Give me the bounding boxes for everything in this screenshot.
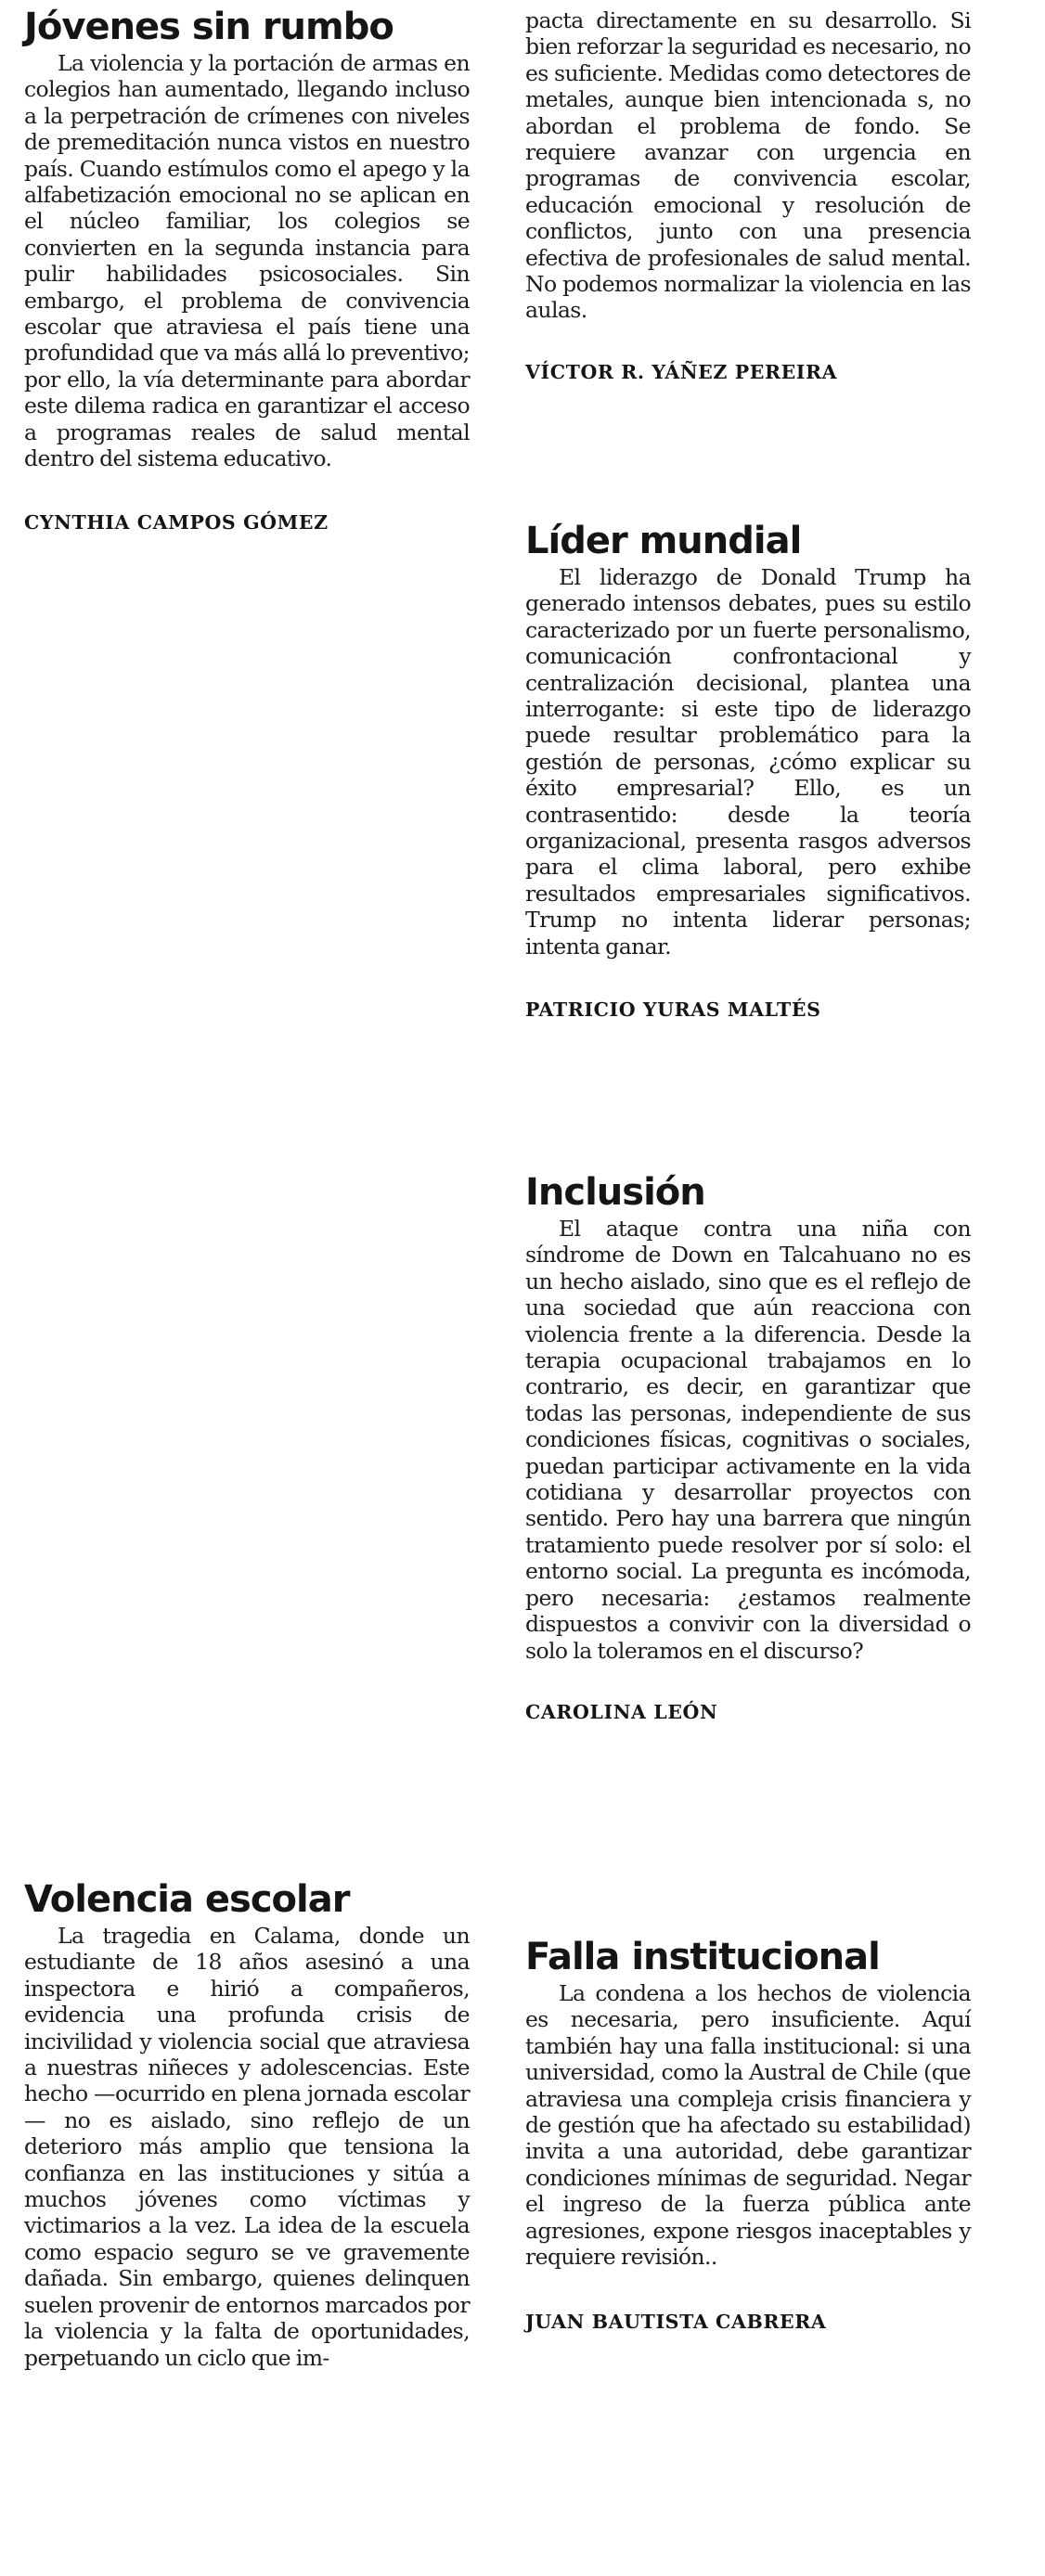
letter-body: La condena a los hechos de violencia es necesaria, pero insuficiente. Aquí también hay una falla institucional: si una universidad, como la Austral de Chile (que atraviesa una compleja crisis financiera y de gestión que ha afectado su estabilidad) invita a una autoridad, debe garantizar condiciones mínimas de seguridad. Negar el ingreso de la fuerza pública ante agresiones, expone riesgos inaceptables y requiere revisión.. [525, 1980, 971, 2271]
letter-author: PATRICIO YURAS MALTÉS [525, 998, 821, 1022]
letter-inclusion [525, 1171, 971, 1723]
letter-body: La violencia y la portación de armas en colegios han aumentado, llegando incluso a la perpetración de crímenes con niveles de premeditación nunca vistos en nuestro país. Cuando estímulos como el apego y la alfabetización emocional no se aplican en el núcleo familiar, los colegios se convierten en la segunda instancia para pulir habilidades psicosociales. Sin embargo, el problema de convivencia escolar que atraviesa el país tiene una profundidad que va más allá lo preventivo; por ello, la vía determinante para abordar este dilema radica en garantizar el acceso a programas reales de salud mental dentro del sistema educativo. [24, 50, 470, 472]
letter-author: JUAN BAUTISTA CABRERA [525, 2311, 827, 2334]
letter-falla-institucional [525, 1936, 971, 2333]
letter-headline: Inclusión [525, 1171, 705, 1214]
letter-jovenes-sin-rumbo [24, 6, 470, 534]
letter-body: El ataque contra una niña con síndrome de Down en Talcahuano no es un hecho aislado, sino que es el reflejo de una sociedad que aún reacciona con violencia frente a la diferencia. Desde la terapia ocupacional trabajamos en lo contrario, es decir, en garantizar que todas las personas, independiente de sus condiciones físicas, cognitivas o sociales, puedan participar activamente en la vida cotidiana y desarrollar proyectos con sentido. Pero hay una barrera que ningún tratamiento puede resolver por sí solo: el entorno social. La pregunta es incómoda, pero necesaria: ¿estamos realmente dispuestos a convivir con la diversidad o solo la toleramos en el discurso? [525, 1216, 971, 1664]
letter-violencia-escolar [24, 1878, 470, 2371]
letter-violencia-escolar-continuation [525, 7, 971, 383]
letter-author: VÍCTOR R. YÁÑEZ PEREIRA [525, 360, 838, 383]
letter-lider-mundial [525, 520, 971, 1021]
letter-author: CAROLINA LEÓN [525, 1700, 718, 1723]
letter-author: CYNTHIA CAMPOS GÓMEZ [24, 510, 329, 534]
letter-body-continuation: pacta directamente en su desarrollo. Si bien reforzar la seguridad es necesario, no es suficiente. Medidas como detectores de metales, aunque bien intencionada s, no abordan el problema de fondo. Se requiere avanzar con urgencia en programas de convivencia escolar, educación emocional y resolución de conflictos, junto con una presencia efectiva de profesionales de salud mental. No podemos normalizar la violencia en las aulas. [525, 7, 971, 324]
letter-headline: Volencia escolar [24, 1878, 350, 1921]
letter-headline: Líder mundial [525, 520, 802, 562]
letter-headline: Jóvenes sin rumbo [24, 6, 393, 48]
letter-body: La tragedia en Calama, donde un estudiante de 18 años asesinó a una inspectora e hirió a compañeros, evidencia una profunda crisis de incivilidad y violencia social que atraviesa a nuestras niñeces y adolescencias. Este hecho —ocurrido en plena jornada escolar— no es aislado, sino reflejo de un deterioro más amplio que tensiona la confianza en las instituciones y sitúa a muchos jóvenes como víctimas y victimarios a la vez. La idea de la escuela como espacio seguro se ve gravemente dañada. Sin embargo, quienes delinquen suelen provenir de entornos marcados por la violencia y la falta de oportunidades, perpetuando un ciclo que im- [24, 1923, 470, 2371]
letter-headline: Falla institucional [525, 1936, 880, 1978]
letter-body: El liderazgo de Donald Trump ha generado intensos debates, pues su estilo caracterizado por un fuerte personalismo, comunicación confrontacional y centralización decisional, plantea una interrogante: si este tipo de liderazgo puede resultar problemático para la gestión de personas, ¿cómo explicar su éxito empresarial? Ello, es un contrasentido: desde la teoría organizacional, presenta rasgos adversos para el clima laboral, pero exhibe resultados empresariales significativos. Trump no intenta liderar personas; intenta ganar. [525, 564, 971, 960]
